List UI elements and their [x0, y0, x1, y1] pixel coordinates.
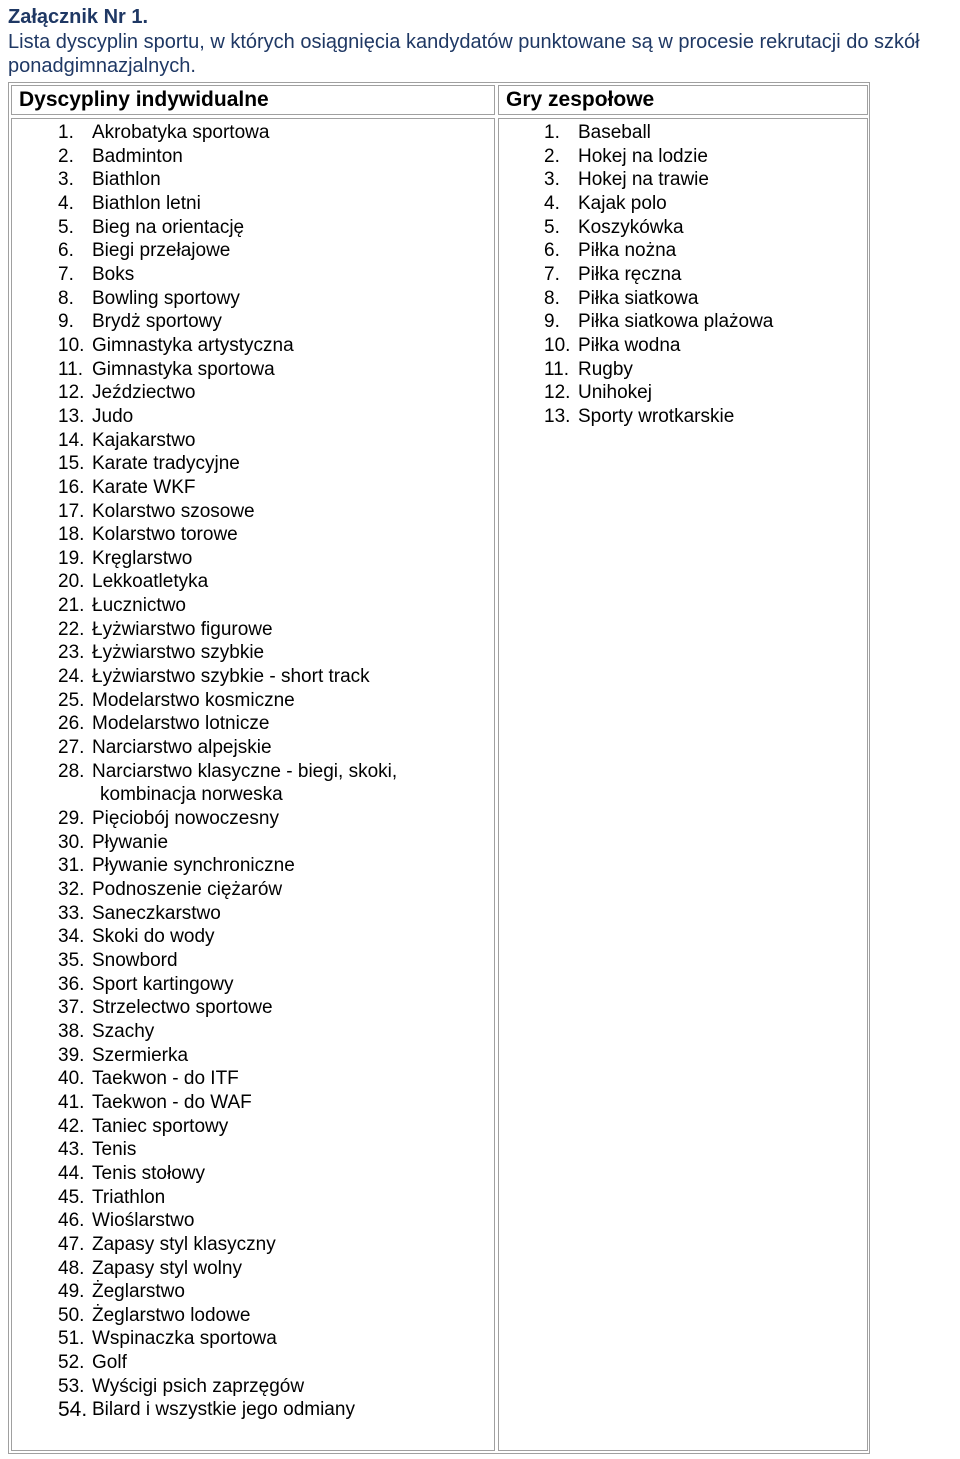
list-item — [58, 570, 397, 594]
item-label-text: Łyżwiarstwo szybkie — [92, 642, 265, 664]
item-number: 7. — [544, 263, 560, 285]
item-number: 29. — [58, 808, 85, 830]
item-number: 37. — [58, 997, 85, 1019]
item-label-text: Taniec sportowy — [92, 1115, 229, 1137]
item-label — [92, 1209, 194, 1233]
list-item — [58, 452, 397, 476]
item-label — [578, 381, 652, 405]
list-item — [58, 1280, 397, 1304]
list-item — [58, 594, 397, 618]
item-label-text: Modelarstwo kosmiczne — [92, 689, 295, 711]
item-label-text: Pływanie — [92, 831, 169, 853]
item-label — [92, 1351, 127, 1375]
item-label — [92, 1138, 136, 1162]
list-item — [58, 973, 397, 997]
item-label — [578, 192, 667, 216]
item-number: 39. — [58, 1044, 85, 1066]
item-label — [92, 1327, 277, 1351]
list-item — [544, 121, 773, 145]
item-label-text: Łyżwiarstwo szybkie - short track — [92, 666, 370, 688]
item-label — [92, 405, 133, 429]
item-label — [92, 1375, 304, 1399]
item-number: 1. — [58, 122, 74, 143]
item-label — [92, 1233, 276, 1257]
item-number: 45. — [58, 1186, 85, 1208]
list-item — [58, 381, 397, 405]
item-label-text: Biegi przełajowe — [92, 240, 231, 262]
item-label — [578, 358, 633, 382]
list-item — [58, 1067, 397, 1091]
item-label — [92, 689, 295, 713]
item-label — [92, 334, 294, 358]
item-label-text: Kolarstwo szosowe — [92, 500, 255, 522]
list-item — [544, 334, 773, 358]
item-label — [92, 287, 240, 311]
item-number: 40. — [58, 1068, 85, 1090]
item-label — [92, 973, 234, 997]
list-item — [58, 216, 397, 240]
item-label — [578, 287, 698, 311]
list-item — [58, 641, 397, 665]
item-label-text: Łucznictwo — [92, 595, 186, 617]
item-number: 3. — [58, 169, 74, 191]
item-number: 33. — [58, 902, 85, 924]
item-number: 54. — [58, 1398, 88, 1422]
item-number: 17. — [58, 500, 85, 522]
item-number: 18. — [58, 524, 85, 546]
list-item — [58, 500, 397, 524]
item-number: 32. — [58, 879, 85, 900]
item-label-text: Judo — [92, 405, 134, 427]
list-item — [58, 949, 397, 973]
list-item — [544, 216, 773, 240]
list-item — [58, 712, 397, 736]
list-item — [58, 854, 397, 878]
item-label — [92, 547, 192, 571]
item-label — [92, 145, 183, 169]
item-label — [92, 239, 230, 263]
list-item — [58, 523, 397, 547]
item-label-text: Akrobatyka sportowa — [92, 122, 270, 143]
item-label — [578, 334, 680, 358]
item-number: 34. — [58, 926, 85, 948]
item-label-text: Piłka wodna — [578, 334, 681, 356]
item-number: 13. — [58, 405, 85, 427]
item-label-text: Taekwon - do ITF — [92, 1068, 239, 1090]
list-item — [58, 476, 397, 500]
item-number: 10. — [58, 334, 85, 356]
list-item — [58, 1304, 397, 1328]
item-number: 47. — [58, 1233, 85, 1255]
item-number: 9. — [544, 311, 560, 333]
list-item — [58, 1115, 397, 1139]
list-item — [58, 358, 397, 382]
item-label-text: Tenis stołowy — [92, 1162, 205, 1184]
item-label-text: Wioślarstwo — [92, 1210, 195, 1232]
item-label — [578, 216, 684, 240]
individual-list — [58, 121, 397, 1422]
item-number: 2. — [58, 145, 74, 167]
item-number: 31. — [58, 855, 85, 877]
list-item — [58, 1327, 397, 1351]
list-item — [58, 1209, 397, 1233]
item-label — [92, 310, 222, 334]
item-label-text: Żeglarstwo — [92, 1281, 185, 1303]
item-number: 22. — [58, 618, 85, 640]
list-item — [58, 239, 397, 263]
list-item — [58, 1186, 397, 1210]
list-item — [58, 996, 397, 1020]
document-header — [8, 4, 958, 78]
item-label — [92, 712, 269, 736]
list-item — [544, 405, 773, 429]
list-item — [58, 1020, 397, 1044]
item-number: 46. — [58, 1210, 85, 1232]
list-item — [544, 168, 773, 192]
item-label — [92, 1280, 185, 1304]
item-number: 6. — [58, 240, 74, 262]
item-number: 7. — [58, 263, 74, 285]
item-label — [92, 1020, 154, 1044]
individual-list-cell — [11, 118, 495, 1451]
team-header-cell — [498, 85, 868, 115]
item-number: 5. — [544, 216, 560, 238]
item-label-text: Piłka siatkowa — [578, 287, 699, 309]
team-list-cell — [498, 118, 868, 1451]
list-item — [544, 263, 773, 287]
item-label-text: Biathlon letni — [92, 192, 201, 214]
item-label — [92, 570, 208, 594]
item-number: 53. — [58, 1375, 85, 1397]
item-label — [92, 1398, 355, 1422]
item-label-text: Bowling sportowy — [92, 287, 240, 309]
item-label — [92, 500, 255, 524]
item-label-text: Zapasy styl wolny — [92, 1257, 242, 1279]
item-number: 11. — [544, 358, 570, 380]
item-label — [92, 996, 273, 1020]
item-label — [92, 902, 221, 926]
individual-header-cell — [11, 85, 495, 115]
item-label-text: Karate WKF — [92, 476, 196, 498]
item-label-text: Koszykówka — [578, 216, 684, 238]
item-label-text: Szachy — [92, 1020, 155, 1042]
item-label-text: Podnoszenie ciężarów — [92, 879, 283, 900]
item-number: 16. — [58, 476, 85, 498]
item-label — [578, 310, 773, 334]
item-number: 24. — [58, 666, 85, 688]
item-number: 12. — [58, 382, 85, 404]
item-label — [578, 263, 682, 287]
item-number: 21. — [58, 595, 85, 617]
list-item — [58, 902, 397, 926]
item-label-text: Sport kartingowy — [92, 973, 234, 995]
item-number: 30. — [58, 831, 85, 853]
list-item — [58, 1351, 397, 1375]
item-number: 15. — [58, 453, 85, 475]
item-label-text: Pływanie synchroniczne — [92, 855, 295, 877]
item-label — [92, 641, 264, 665]
item-number: 4. — [58, 192, 74, 214]
item-label — [578, 168, 709, 192]
item-label-text: Gimnastyka sportowa — [92, 358, 275, 380]
item-label-text: Kręglarstwo — [92, 547, 193, 569]
item-number: 14. — [58, 429, 85, 451]
item-label-text: Strzelectwo sportowe — [92, 997, 273, 1019]
list-item — [544, 310, 773, 334]
item-label — [92, 429, 196, 453]
item-label-text: Żeglarstwo lodowe — [92, 1304, 251, 1326]
item-label — [92, 807, 279, 831]
list-item — [58, 689, 397, 713]
item-label-text: Golf — [92, 1352, 127, 1374]
item-label-text: Brydż sportowy — [92, 311, 222, 333]
item-label-text: Unihokej — [578, 382, 652, 404]
list-item — [58, 807, 397, 831]
list-item — [58, 192, 397, 216]
list-item — [58, 429, 397, 453]
item-label-text: Lekkoatletyka — [92, 571, 209, 593]
item-label-text: Kajakarstwo — [92, 429, 196, 451]
item-label-text: Biathlon — [92, 169, 161, 191]
item-number: 10. — [544, 334, 571, 356]
item-number: 2. — [544, 145, 560, 167]
list-item — [544, 358, 773, 382]
item-label-text: Szermierka — [92, 1044, 189, 1066]
item-label — [578, 145, 708, 169]
item-label-text: Jeździectwo — [92, 382, 196, 404]
list-item — [58, 287, 397, 311]
item-number: 36. — [58, 973, 85, 995]
item-label-text: Kolarstwo torowe — [92, 524, 238, 546]
item-label-text: Bieg na orientację — [92, 216, 245, 238]
item-label — [578, 405, 734, 429]
item-number: 3. — [544, 169, 560, 191]
document-subtitle: Lista dyscyplin sportu, w których osiągnięcia kandydatów punktowane są w procesie rekrutacji do szkół ponadgimnazjalnych. — [8, 31, 920, 77]
item-label — [92, 949, 178, 973]
item-label — [92, 1091, 252, 1115]
item-number: 4. — [544, 192, 560, 214]
attachment-title: Załącznik Nr 1. — [8, 6, 149, 28]
list-item — [58, 665, 397, 689]
individual-heading: Dyscypliny indywidualne — [19, 88, 269, 111]
item-label — [92, 925, 215, 949]
item-number: 48. — [58, 1257, 85, 1279]
item-label — [92, 168, 161, 192]
item-number: 28. — [58, 760, 85, 782]
item-label-text: Tenis — [92, 1139, 137, 1161]
list-item — [58, 168, 397, 192]
list-item — [58, 618, 397, 642]
item-number: 50. — [58, 1304, 85, 1326]
item-number: 26. — [58, 713, 85, 735]
item-label-text: Baseball — [578, 122, 651, 143]
list-item — [544, 145, 773, 169]
item-label-text: Karate tradycyjne — [92, 453, 240, 475]
list-item — [58, 145, 397, 169]
item-label-text: Boks — [92, 263, 135, 285]
item-label — [92, 1067, 239, 1091]
item-label — [92, 594, 186, 618]
item-label-text: Triathlon — [92, 1186, 166, 1208]
item-number: 35. — [58, 949, 85, 971]
item-label — [92, 192, 201, 216]
item-label — [92, 831, 168, 855]
item-number: 42. — [58, 1115, 85, 1137]
item-label — [92, 1115, 228, 1139]
team-heading: Gry zespołowe — [506, 88, 655, 111]
item-label-text: Bilard i wszystkie jego odmiany — [92, 1399, 355, 1421]
item-number: 44. — [58, 1162, 85, 1184]
item-label-text: Łyżwiarstwo figurowe — [92, 618, 273, 640]
item-number: 38. — [58, 1020, 85, 1042]
list-item — [58, 878, 397, 902]
item-label — [92, 1044, 188, 1068]
item-label-text: Kajak polo — [578, 192, 667, 214]
item-label — [92, 736, 272, 760]
item-label-text: Zapasy styl klasyczny — [92, 1233, 276, 1255]
item-label — [92, 1162, 205, 1186]
item-label — [92, 452, 240, 476]
item-label — [92, 523, 238, 547]
item-label — [92, 1186, 165, 1210]
list-item — [58, 1375, 397, 1399]
item-number: 6. — [544, 240, 560, 262]
item-number: 9. — [58, 311, 74, 333]
list-item — [58, 1162, 397, 1186]
list-item — [58, 1044, 397, 1068]
item-number: 20. — [58, 571, 85, 593]
item-number: 19. — [58, 547, 85, 569]
item-label-text: Gimnastyka artystyczna — [92, 334, 294, 356]
list-item — [58, 1257, 397, 1281]
item-label — [92, 854, 295, 878]
item-label — [92, 216, 244, 240]
list-item — [58, 547, 397, 571]
item-label — [92, 121, 269, 145]
item-number: 12. — [544, 382, 571, 404]
list-item — [58, 334, 397, 358]
item-label — [578, 121, 651, 145]
item-label — [92, 665, 370, 689]
item-label-text: Saneczkarstwo — [92, 902, 221, 924]
disciplines-table — [8, 82, 870, 1454]
item-number: 43. — [58, 1139, 85, 1161]
item-label — [92, 263, 134, 287]
item-label-text: Narciarstwo klasyczne - biegi, skoki, — [92, 760, 398, 782]
item-label-text: Skoki do wody — [92, 926, 215, 948]
item-label — [578, 239, 676, 263]
list-item — [58, 263, 397, 287]
list-item — [58, 310, 397, 334]
item-label-text: Narciarstwo alpejskie — [92, 737, 272, 759]
item-label — [92, 618, 273, 642]
item-number: 52. — [58, 1352, 85, 1374]
item-label — [92, 358, 275, 382]
item-label-text: Hokej na lodzie — [578, 145, 708, 167]
item-label-text: Piłka siatkowa plażowa — [578, 311, 774, 333]
item-label-text: Piłka nożna — [578, 240, 677, 262]
item-label-text: Snowbord — [92, 949, 178, 971]
item-label-text: Sporty wrotkarskie — [578, 405, 735, 427]
item-label-text: Hokej na trawie — [578, 169, 709, 191]
item-label-continuation: kombinacja norweska — [100, 784, 283, 806]
list-item — [58, 1398, 397, 1422]
item-number: 11. — [58, 358, 84, 380]
item-label — [92, 476, 195, 500]
item-label-text: Wyścigi psich zaprzęgów — [92, 1375, 305, 1397]
item-label — [92, 1257, 242, 1281]
item-number: 8. — [58, 287, 74, 309]
item-label-text: Piłka ręczna — [578, 263, 682, 285]
item-label — [92, 878, 282, 902]
item-label-text: Pięciobój nowoczesny — [92, 808, 279, 830]
item-number: 13. — [544, 405, 571, 427]
item-label-text: Modelarstwo lotnicze — [92, 713, 270, 735]
list-item — [58, 1233, 397, 1257]
item-label-text: Wspinaczka sportowa — [92, 1328, 277, 1350]
item-label-text: Badminton — [92, 145, 183, 167]
list-item — [58, 1091, 397, 1115]
list-item — [544, 239, 773, 263]
item-number: 5. — [58, 216, 74, 238]
item-number: 25. — [58, 689, 85, 711]
item-label — [92, 381, 196, 405]
item-number: 23. — [58, 642, 85, 664]
list-item — [58, 925, 397, 949]
list-item — [58, 736, 397, 760]
item-label-text: Taekwon - do WAF — [92, 1091, 252, 1113]
item-label — [92, 1304, 250, 1328]
list-item — [544, 287, 773, 311]
item-number: 41. — [58, 1091, 85, 1113]
list-item — [544, 381, 773, 405]
list-item — [58, 121, 397, 145]
list-item — [58, 1138, 397, 1162]
list-item — [58, 760, 397, 807]
item-label-text: Rugby — [578, 358, 633, 380]
list-item — [58, 405, 397, 429]
list-item — [58, 831, 397, 855]
team-list — [544, 121, 773, 429]
item-number: 27. — [58, 737, 85, 759]
item-number: 51. — [58, 1328, 85, 1350]
item-number: 49. — [58, 1281, 85, 1303]
item-number: 8. — [544, 287, 560, 309]
list-item — [544, 192, 773, 216]
item-label — [92, 760, 397, 807]
item-number: 1. — [544, 122, 560, 143]
